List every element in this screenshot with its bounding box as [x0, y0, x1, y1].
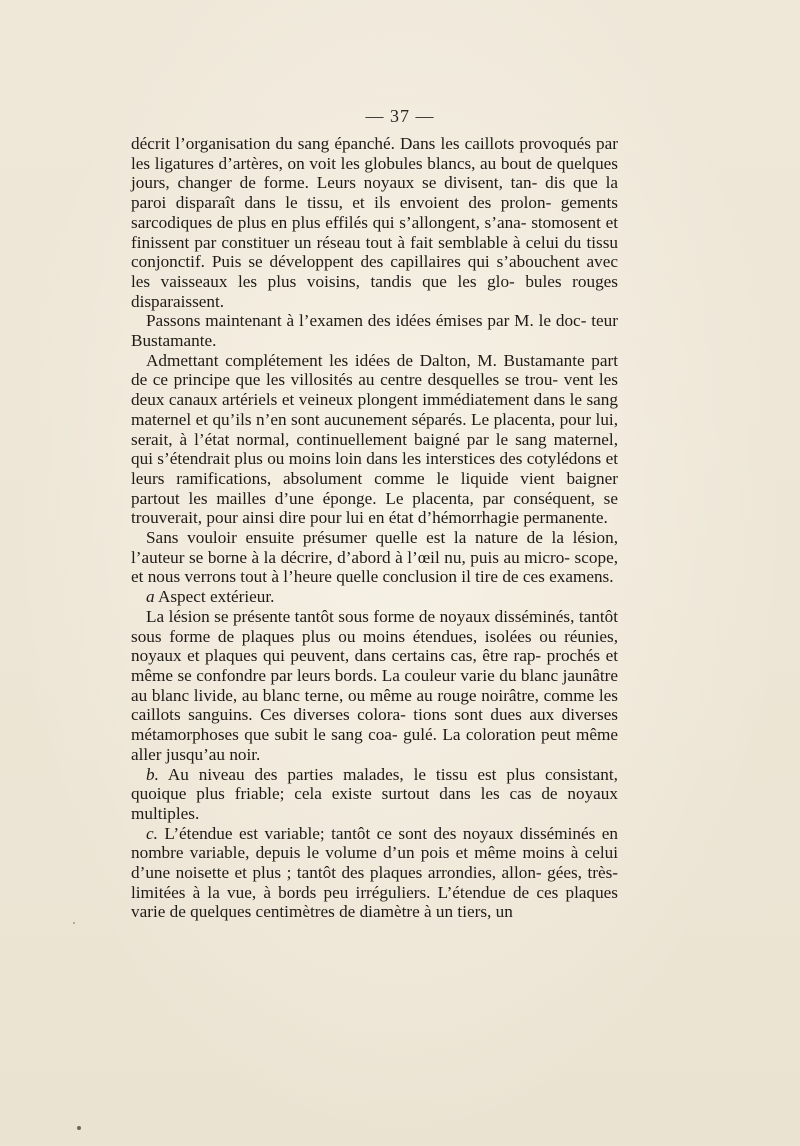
paragraph — [131, 824, 618, 923]
list-marker: a — [146, 587, 155, 607]
paragraph — [131, 765, 618, 824]
list-marker: b. — [146, 764, 159, 784]
paragraph: La lésion se présente tantôt sous forme de noyaux disséminés, tantôt sous forme de plaques plus ou moins étendues, isolées ou réunies, noyaux et plaques qui peuvent, dans certains cas, être rap- prochés et même se confondre par leurs bords. La couleur varie du blanc jaunâtre au blanc livide, au blanc terne, ou même au rouge noirâtre, comme les caillots sanguins. Ces diverses colora- tions sont dues aux diverses métamorphoses que subit le sang coa- gulé. La coloration peut même aller jusqu’au noir. — [131, 606, 618, 764]
body-text — [131, 134, 618, 922]
paragraph: Sans vouloir ensuite présumer quelle est la nature de la lésion, l’auteur se borne à la décrire, d’abord à l’œil nu, puis au micro- scope, et nous verrons tout à l’heure quelle conclusion il tire de ces examens. — [131, 528, 618, 587]
paper-speck — [73, 922, 75, 924]
paragraph-text: Au niveau des parties malades, le tissu est plus consistant, quoique plus friable; cela existe surtout dans les cas de noyaux multiples. — [131, 764, 618, 823]
paragraph: Passons maintenant à l’examen des idées émises par M. le doc- teur Bustamante. — [131, 311, 618, 351]
page-number: — 37 — — [365, 106, 435, 126]
list-marker: c. — [146, 823, 158, 843]
paragraph-text: L’étendue est variable; tantôt ce sont des noyaux disséminés en nombre variable, depuis le volume d’un pois et même moins à celui d’une noisette et plus ; tantôt des plaques arrondies, allon- gées, très-limitées à la vue, à bords peu irréguliers. L’étendue de ces plaques varie de quelques centimètres de diamètre à un tiers, un — [131, 823, 619, 922]
paper-speck — [77, 1126, 81, 1130]
paragraph — [131, 587, 618, 607]
paragraph: décrit l’organisation du sang épanché. Dans les caillots provoqués par les ligatures d’artères, on voit les globules blancs, au bout de quelques jours, changer de forme. Leurs noyaux se divisent, tan- dis que la paroi disparaît dans le tissu, et ils envoient des prolon- gements sarcodiques de plus en plus effilés qui s’allongent, s’ana- stomosent et finissent par constituer un réseau tout à fait semblable à celui du tissu conjonctif. Puis se développent des capillaires qui s’abouchent avec les vaisseaux les plus voisins, tandis que les glo- bules rouges disparaissent. — [131, 134, 618, 311]
paragraph: Admettant complétement les idées de Dalton, M. Bustamante part de ce principe que les villosités au centre desquelles se trou- vent les deux canaux artériels et veineux plongent immédiatement dans le sang maternel et qu’ils n’en sont aucunement séparés. Le placenta, pour lui, serait, à l’état normal, continuellement baigné par le sang maternel, qui s’étendrait plus ou moins loin dans les interstices des cotylédons et leurs ramifications, absolument comme le liquide vient baigner partout les mailles d’une éponge. Le placenta, par conséquent, se trouverait, pour ainsi dire pour lui en état d’hémorrhagie permanente. — [131, 350, 618, 528]
paragraph-text: Aspect extérieur. — [157, 587, 275, 607]
